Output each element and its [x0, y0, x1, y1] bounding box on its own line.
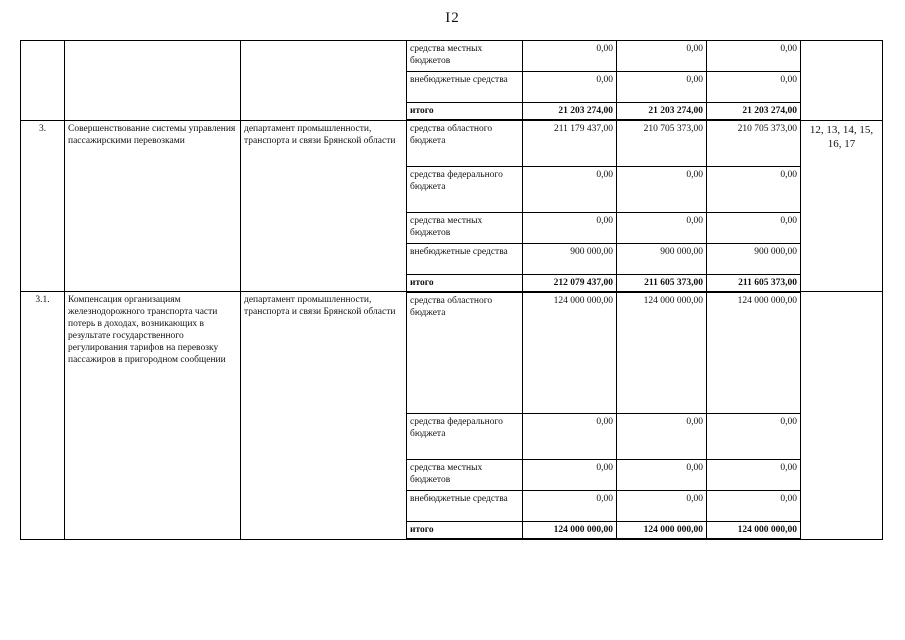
- amount-cell: 0,00: [707, 72, 801, 103]
- table-row: [21, 292, 883, 414]
- amount-cell: 211 179 437,00: [523, 120, 617, 166]
- amount-cell: 0,00: [707, 414, 801, 460]
- amount-cell: 0,00: [707, 166, 801, 212]
- amount-cell: 0,00: [617, 166, 707, 212]
- amount-cell: 0,00: [617, 72, 707, 103]
- refs-cell: [801, 41, 883, 121]
- total-amount: 21 203 274,00: [523, 103, 617, 121]
- amount-cell: 0,00: [707, 212, 801, 243]
- total-amount: 124 000 000,00: [523, 522, 617, 540]
- amount-cell: 210 705 373,00: [707, 120, 801, 166]
- executor: департамент промышленности, транспорта и связи Брянской области: [241, 120, 407, 292]
- amount-cell: 0,00: [523, 212, 617, 243]
- measure-name-cell: [65, 41, 241, 121]
- executor-cell: [241, 41, 407, 121]
- amount-cell: 124 000 000,00: [617, 292, 707, 414]
- amount-cell: 0,00: [617, 460, 707, 491]
- amount-cell: 0,00: [523, 414, 617, 460]
- amount-cell: 0,00: [523, 41, 617, 72]
- amount-cell: 0,00: [707, 491, 801, 522]
- amount-cell: 900 000,00: [707, 243, 801, 274]
- budget-table: [20, 40, 883, 540]
- amount-cell: 0,00: [617, 41, 707, 72]
- total-amount: 21 203 274,00: [617, 103, 707, 121]
- amount-cell: 900 000,00: [523, 243, 617, 274]
- amount-cell: 0,00: [707, 41, 801, 72]
- total-amount: 21 203 274,00: [707, 103, 801, 121]
- table-row: [21, 41, 883, 72]
- measure-name: Компенсация организациям железнодорожного транспорта части потерь в доходах, возникающих в результате государственного регулирования тарифов на перевозку пассажиров в пригородном сообщении: [65, 292, 241, 540]
- source-cell: средства федерального бюджета: [407, 166, 523, 212]
- amount-cell: 0,00: [523, 166, 617, 212]
- total-amount: 124 000 000,00: [707, 522, 801, 540]
- total-amount: 211 605 373,00: [707, 274, 801, 292]
- total-label: итого: [407, 522, 523, 540]
- source-cell: средства местных бюджетов: [407, 41, 523, 72]
- source-cell: внебюджетные средства: [407, 72, 523, 103]
- total-label: итого: [407, 103, 523, 121]
- amount-cell: 0,00: [523, 491, 617, 522]
- table-row: [21, 120, 883, 166]
- executor: департамент промышленности, транспорта и связи Брянской области: [241, 292, 407, 540]
- source-cell: средства федерального бюджета: [407, 414, 523, 460]
- amount-cell: 0,00: [523, 460, 617, 491]
- source-cell: внебюджетные средства: [407, 491, 523, 522]
- amount-cell: 0,00: [617, 212, 707, 243]
- total-amount: 211 605 373,00: [617, 274, 707, 292]
- indicator-refs: 12, 13, 14, 15, 16, 17: [801, 120, 883, 292]
- total-amount: 212 079 437,00: [523, 274, 617, 292]
- amount-cell: 0,00: [523, 72, 617, 103]
- source-cell: средства местных бюджетов: [407, 460, 523, 491]
- index-cell: [21, 41, 65, 121]
- item-index: 3.: [21, 120, 65, 292]
- amount-cell: 0,00: [707, 460, 801, 491]
- amount-cell: 124 000 000,00: [523, 292, 617, 414]
- amount-cell: 0,00: [617, 414, 707, 460]
- measure-name: Совершенствование системы управления пассажирскими перевозками: [65, 120, 241, 292]
- source-cell: средства местных бюджетов: [407, 212, 523, 243]
- source-cell: средства областного бюджета: [407, 292, 523, 414]
- amount-cell: 124 000 000,00: [707, 292, 801, 414]
- item-index: 3.1.: [21, 292, 65, 540]
- page-number: I2: [445, 10, 460, 26]
- total-amount: 124 000 000,00: [617, 522, 707, 540]
- indicator-refs: [801, 292, 883, 540]
- total-label: итого: [407, 274, 523, 292]
- source-cell: внебюджетные средства: [407, 243, 523, 274]
- amount-cell: 0,00: [617, 491, 707, 522]
- amount-cell: 210 705 373,00: [617, 120, 707, 166]
- source-cell: средства областного бюджета: [407, 120, 523, 166]
- amount-cell: 900 000,00: [617, 243, 707, 274]
